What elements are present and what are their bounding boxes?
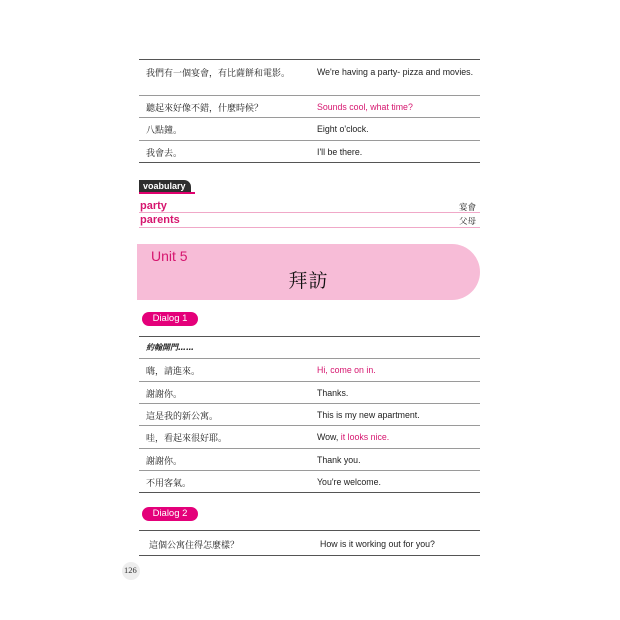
chinese-line: 不用客氣。: [146, 479, 192, 489]
unit-label: Unit 5: [151, 248, 188, 264]
row-divider: [139, 403, 480, 404]
vocabulary-tab-label: voabulary: [143, 181, 186, 191]
vocab-meaning: 父母: [458, 217, 476, 227]
row-divider: [139, 95, 480, 96]
table-top-border: [139, 59, 480, 60]
chinese-line: 這是我的新公寓。: [146, 412, 219, 422]
chinese-line: 聽起來好像不錯，什麼時候？: [146, 104, 264, 114]
english-line: Wow, it looks nice.: [317, 432, 390, 442]
row-divider: [139, 381, 480, 382]
chinese-line: 八點鐘。: [146, 126, 183, 136]
table-top-border: [139, 530, 480, 531]
dialog-2-label: [142, 507, 198, 521]
chinese-line: 謝謝你。: [146, 390, 183, 400]
row-divider: [139, 140, 480, 141]
table-bottom-border: [139, 162, 480, 163]
chinese-line: 我會去。: [146, 149, 183, 159]
unit-banner: [137, 244, 480, 300]
english-line: This is my new apartment.: [317, 410, 420, 420]
row-divider: [139, 358, 480, 359]
chinese-line: 哇，看起來很好耶。: [146, 434, 228, 444]
dialog-1-label: [142, 312, 198, 326]
table-top-border: [139, 336, 480, 337]
vocab-divider: [139, 227, 480, 228]
english-line: Hi, come on in.: [317, 365, 376, 375]
english-line: Thanks.: [317, 388, 349, 398]
vocab-word: party: [140, 200, 167, 212]
vocab-divider: [139, 212, 480, 213]
english-line: Sounds cool, what time?: [317, 102, 413, 112]
english-line: I'll be there.: [317, 147, 363, 157]
scene-intro-text: 約翰開門……: [146, 343, 194, 352]
chinese-line: 嗨，請進來。: [146, 367, 201, 377]
row-divider: [139, 470, 480, 471]
chinese-line: 我們有一個宴會，有比薩餅和電影。: [146, 69, 291, 79]
vocab-meaning: 宴會: [458, 203, 476, 213]
table-bottom-border: [139, 555, 480, 556]
english-line: We're having a party- pizza and movies.: [317, 67, 474, 77]
dialog-label-text: Dialog 1: [152, 313, 188, 324]
row-divider: [139, 448, 480, 449]
dialog-label-text: Dialog 2: [152, 508, 188, 519]
english-line: Eight o'clock.: [317, 124, 369, 134]
chinese-line: 這個公寓住得怎麼樣？: [149, 541, 240, 551]
english-line: Thank you.: [317, 455, 361, 465]
vocab-word: parents: [140, 214, 180, 226]
row-divider: [139, 117, 480, 118]
page-number: 126: [124, 565, 137, 575]
table-bottom-border: [139, 492, 480, 493]
unit-title: 拜訪: [288, 270, 329, 292]
vocabulary-tab: [139, 180, 191, 192]
vocabulary-underline: [139, 192, 195, 194]
english-line: How is it working out for you?: [320, 539, 435, 549]
row-divider: [139, 425, 480, 426]
english-line: You're welcome.: [317, 477, 381, 487]
chinese-line: 謝謝你。: [146, 457, 183, 467]
